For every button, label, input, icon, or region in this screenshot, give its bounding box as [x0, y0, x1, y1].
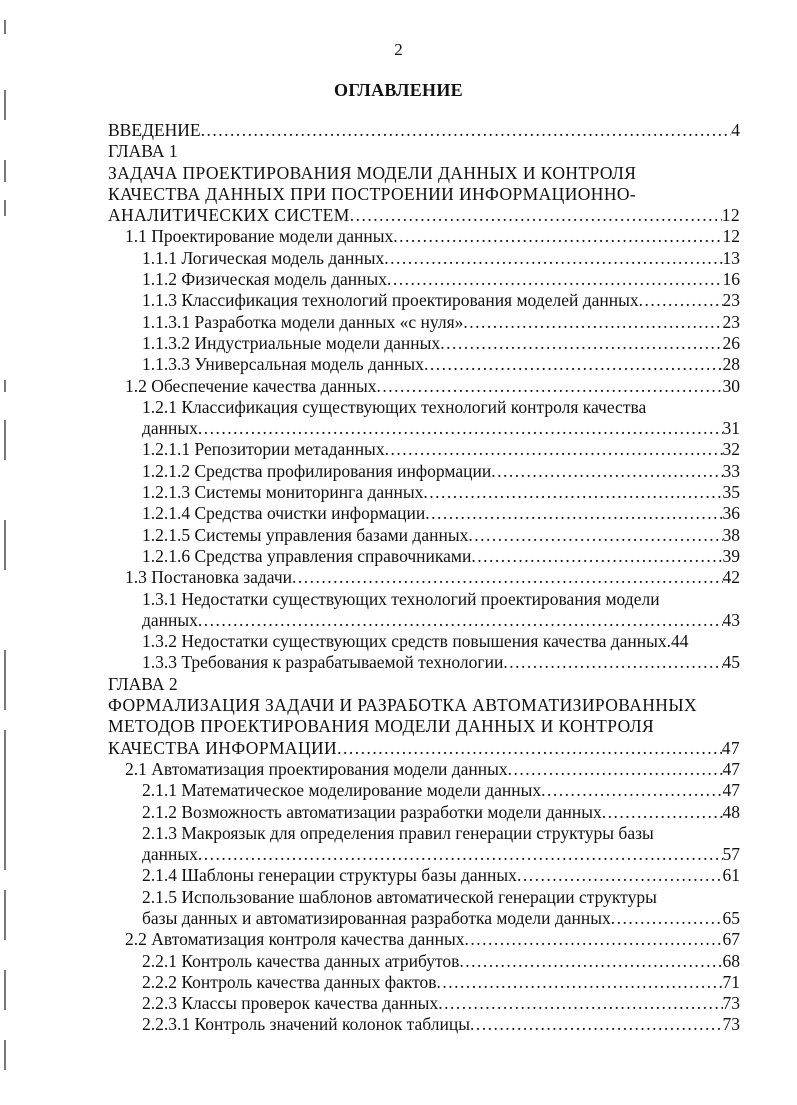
toc-entry-page: 12 [722, 226, 740, 247]
dot-leader [387, 269, 722, 290]
chapter-1-title-line: ЗАДАЧА ПРОЕКТИРОВАНИЯ МОДЕЛИ ДАННЫХ И КОНТРОЛЯ [108, 162, 637, 183]
toc-entry-page: 47 [722, 758, 740, 779]
dot-leader [393, 226, 722, 247]
toc-entry-page: 67 [722, 929, 740, 950]
dot-leader [198, 418, 723, 439]
toc-entry[interactable] [108, 631, 740, 652]
toc-entry-page: 28 [722, 354, 740, 375]
toc-entry[interactable] [108, 269, 740, 290]
dot-leader [508, 759, 723, 780]
chapter-1-title-line: КАЧЕСТВА ДАННЫХ ПРИ ПОСТРОЕНИИ ИНФОРМАЦИОННО- [108, 183, 637, 204]
dot-leader [423, 482, 722, 503]
toc-entry-text: 1.1.1 Логическая модель данных [142, 247, 385, 268]
toc-entry-continuation[interactable] [108, 844, 740, 865]
toc-entry[interactable] [108, 525, 740, 546]
toc-entry-text: 1.2.1.3 Системы мониторинга данных [142, 482, 424, 503]
toc-entry-page: 30 [722, 375, 740, 396]
toc-entry-page: 36 [722, 503, 740, 524]
toc-entry-text: 1.2.1.1 Репозитории метаданных [142, 439, 385, 460]
dot-leader [424, 354, 723, 375]
toc-entry-text: данных [142, 844, 198, 865]
toc-entry-page: 57 [722, 844, 740, 865]
toc-entry-text: 1.1.3 Классификация технологий проектирования моделей данных [142, 290, 639, 311]
toc-entry-text: 2.2.1 Контроль качества данных атрибутов [142, 950, 460, 971]
dot-leader [602, 802, 723, 823]
toc-entry[interactable] [108, 652, 740, 673]
toc-entry[interactable] [108, 567, 740, 588]
toc-entry[interactable] [108, 354, 740, 375]
toc-entry-wrapped-line[interactable]: 2.1.5 Использование шаблонов автоматической генерации структуры [142, 886, 657, 907]
toc-entry[interactable] [108, 333, 740, 354]
toc-entry-text: 2.2.3.1 Контроль значений колонок таблицы [142, 1014, 470, 1035]
toc-entry-text: данных [142, 418, 198, 439]
toc-entry-wrapped-line[interactable]: 1.3.1 Недостатки существующих технологий проектирования модели [142, 588, 660, 609]
toc-entry[interactable] [108, 290, 740, 311]
toc-entry-text: 1.1.3.2 Индустриальные модели данных [142, 332, 441, 353]
toc-entry-text: 2.1.2 Возможность автоматизации разработки модели данных [142, 801, 602, 822]
toc-entry[interactable] [108, 1014, 740, 1035]
dot-leader [437, 972, 723, 993]
dot-leader [471, 546, 722, 567]
toc-entry-text: ВВЕДЕНИЕ [108, 120, 201, 140]
dot-leader [491, 461, 722, 482]
dot-leader [468, 525, 722, 546]
toc-entry-text: 1.2.1.5 Системы управления базами данных [142, 524, 469, 545]
toc-entry-page: 12 [721, 205, 740, 226]
toc-entry-text: 2.1.1 Математическое моделирование модели данных [142, 780, 542, 801]
toc-entry[interactable] [108, 951, 740, 972]
toc-entry[interactable] [108, 503, 740, 524]
toc-entry-text: данных [142, 609, 198, 630]
toc-entry-text: 2.2 Автоматизация контроля качества данных [125, 929, 465, 950]
toc-entry-text: 1.2.1.6 Средства управления справочниками [142, 545, 472, 566]
dot-leader [503, 652, 722, 673]
toc-entry-text: 1.3.2 Недостатки существующих средств повышения качества данных. [142, 631, 672, 652]
toc-entry-wrapped-line[interactable]: 2.1.3 Макроязык для определения правил генерации структуры базы [142, 822, 654, 843]
toc-entry-text: АНАЛИТИЧЕСКИХ СИСТЕМ [108, 205, 350, 226]
toc-entry-page: 4 [731, 120, 740, 140]
toc-entry-page: 48 [722, 801, 740, 822]
toc-entry-page: 32 [722, 439, 740, 460]
toc-entry-page: 65 [722, 907, 740, 928]
toc-entry-text: 1.2.1.4 Средства очистки информации [142, 503, 426, 524]
scan-margin-marks [0, 0, 12, 1105]
toc-entry-text: 1.3 Постановка задачи [125, 567, 293, 588]
toc-entry[interactable] [108, 759, 740, 780]
dot-leader [384, 248, 722, 269]
toc-entry-page: 23 [722, 290, 740, 311]
toc-entry[interactable] [108, 482, 740, 503]
dot-leader [198, 844, 723, 865]
toc-entry[interactable] [108, 461, 740, 482]
toc-entry-text: 2.2.3 Классы проверок качества данных [142, 993, 439, 1014]
toc-entry-page: 13 [722, 247, 740, 268]
toc-entry-page: 61 [722, 865, 740, 886]
chapter-2-title-line: МЕТОДОВ ПРОЕКТИРОВАНИЯ МОДЕЛИ ДАННЫХ И КОНТРОЛЯ [108, 716, 655, 737]
dot-leader [198, 610, 723, 631]
toc-entry-page: 26 [722, 332, 740, 353]
dot-leader [639, 290, 723, 311]
toc-entry-page: 42 [722, 567, 740, 588]
toc-entry-page: 43 [722, 609, 740, 630]
toc-entry-text: 1.2 Обеспечение качества данных [125, 375, 377, 396]
dot-leader [517, 865, 723, 886]
chapter-2-label: ГЛАВА 2 [108, 673, 178, 694]
dot-leader [425, 503, 722, 524]
chapter-2-title-entry[interactable] [108, 738, 740, 759]
toc-entry-page: 33 [722, 460, 740, 481]
dot-leader [337, 738, 722, 759]
toc-entry-page: 23 [722, 311, 740, 332]
toc-entry-text: 1.2.1.2 Средства профилирования информации [142, 460, 492, 481]
chapter-2-title-line: ФОРМАЛИЗАЦИЯ ЗАДАЧИ И РАЗРАБОТКА АВТОМАТИЗИРОВАННЫХ [108, 695, 698, 716]
toc-entry-page: 68 [722, 950, 740, 971]
toc-entry-text: 1.1 Проектирование модели данных [125, 226, 394, 247]
toc-entry-continuation[interactable] [108, 418, 740, 439]
toc-entry-text: базы данных и автоматизированная разработка модели данных [142, 907, 611, 928]
toc-entry-page: 44 [671, 631, 689, 652]
dot-leader [350, 205, 722, 226]
toc-entry-text: КАЧЕСТВА ИНФОРМАЦИИ [108, 737, 338, 758]
toc-entry-continuation[interactable] [108, 610, 740, 631]
toc-entry[interactable] [108, 972, 740, 993]
toc-entry[interactable] [108, 376, 740, 397]
toc-entry-page: 16 [722, 269, 740, 290]
toc-entry-wrapped-line[interactable]: 1.2.1 Классификация существующих технологий контроля качества [142, 396, 647, 417]
dot-leader [376, 376, 722, 397]
chapter-1-title-entry[interactable] [108, 205, 740, 226]
dot-leader [611, 908, 723, 929]
page-number: 2 [394, 40, 403, 59]
toc-entry-page: 38 [722, 524, 740, 545]
toc-title: ОГЛАВЛЕНИЕ [334, 80, 463, 100]
toc-entry[interactable] [108, 226, 740, 247]
toc-entry-text: 1.1.2 Физическая модель данных [142, 269, 388, 290]
toc-entry[interactable] [108, 929, 740, 950]
toc-entry-text: 2.1.4 Шаблоны генерации структуры базы данных [142, 865, 517, 886]
toc-entry-page: 47 [721, 737, 740, 758]
toc-entry-text: 1.1.3.1 Разработка модели данных «с нуля» [142, 311, 464, 332]
toc-entry-text: 1.3.3 Требования к разрабатываемой технологии [142, 652, 504, 673]
dot-leader [459, 951, 722, 972]
toc-entry[interactable] [108, 546, 740, 567]
toc-entry-text: 2.2.2 Контроль качества данных фактов [142, 971, 437, 992]
dot-leader [385, 439, 723, 460]
dot-leader [201, 120, 732, 141]
dot-leader [440, 333, 722, 354]
toc-entry[interactable] [108, 865, 740, 886]
toc-entry-continuation[interactable] [108, 908, 740, 929]
dot-leader [292, 567, 722, 588]
toc-entry-page: 71 [722, 971, 740, 992]
toc-entry[interactable] [108, 802, 740, 823]
toc-entry[interactable] [108, 780, 740, 801]
dot-leader [541, 780, 722, 801]
toc-entry-page: 45 [722, 652, 740, 673]
toc-entry[interactable] [108, 993, 740, 1014]
toc-entry-page: 31 [722, 418, 740, 439]
toc-entry-page: 73 [722, 1014, 740, 1035]
toc-entry-text: 1.1.3.3 Универсальная модель данных [142, 354, 424, 375]
dot-leader [470, 1014, 723, 1035]
dot-leader [463, 312, 722, 333]
dot-leader [465, 929, 723, 950]
chapter-1-label: ГЛАВА 1 [108, 141, 178, 162]
toc-entry[interactable] [108, 248, 740, 269]
dot-leader [438, 993, 722, 1014]
toc-entry[interactable] [108, 312, 740, 333]
toc-entry-page: 35 [722, 482, 740, 503]
table-of-contents [108, 120, 740, 1036]
toc-entry-page: 73 [722, 993, 740, 1014]
toc-entry[interactable] [108, 439, 740, 460]
toc-entry-page: 39 [722, 545, 740, 566]
toc-entry-page: 47 [722, 780, 740, 801]
toc-entry-text: 2.1 Автоматизация проектирования модели данных [125, 758, 508, 779]
toc-entry-intro[interactable] [108, 120, 740, 141]
